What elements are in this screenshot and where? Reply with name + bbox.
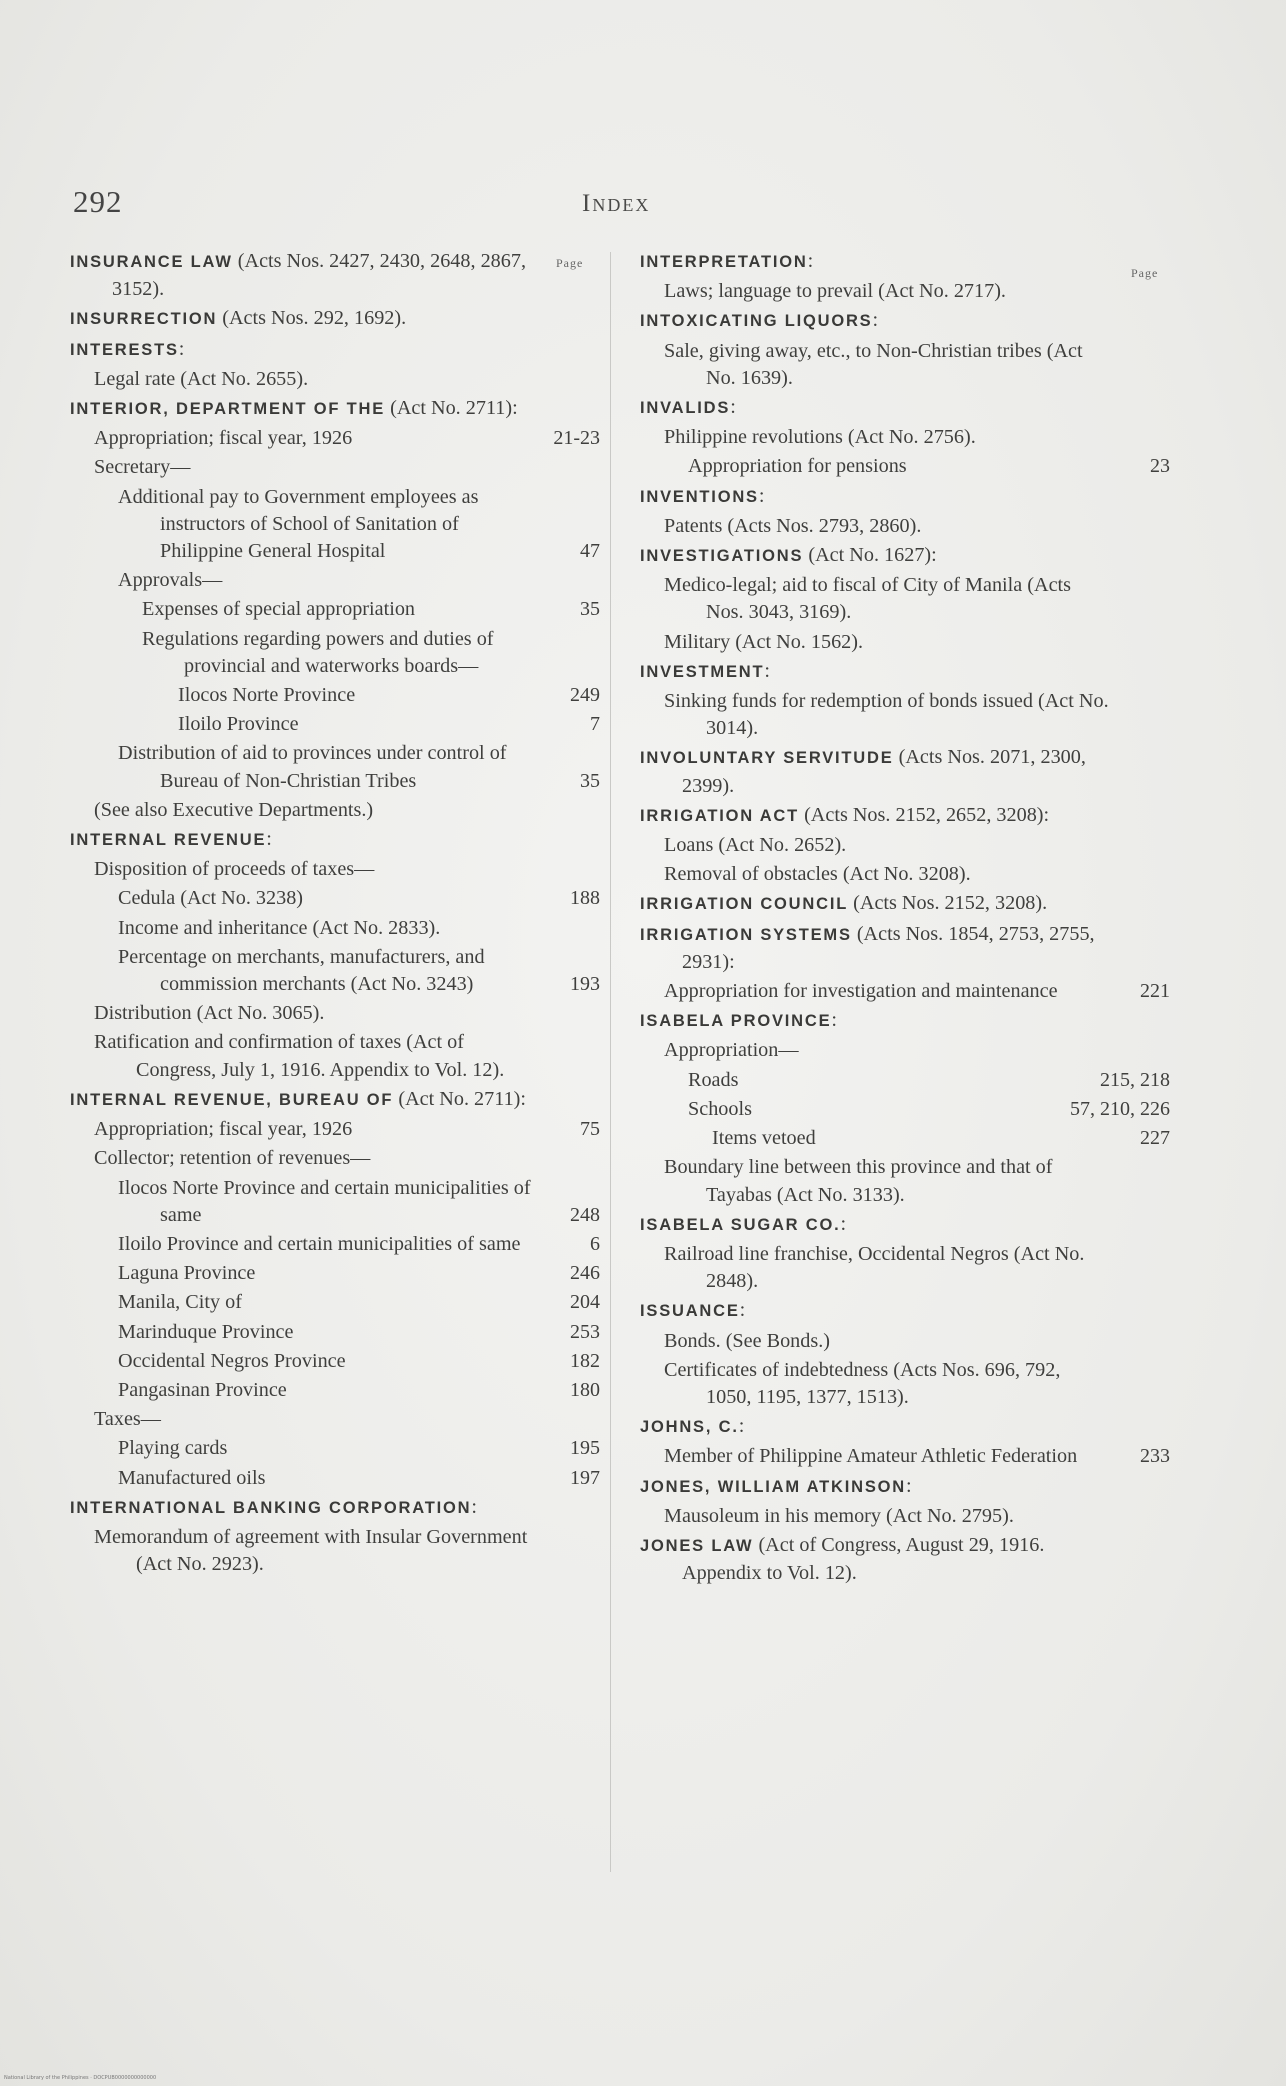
entry-text: (Acts Nos. 2427, 2430, 2648, 2867, 3152).	[112, 250, 527, 301]
index-entry	[70, 1231, 600, 1258]
entry-text: Mausoleum in his memory (Act No. 2795).	[664, 1504, 1014, 1527]
index-entry	[640, 1503, 1170, 1530]
entry-text: Laguna Province	[118, 1262, 256, 1285]
index-entry	[70, 425, 600, 452]
entry-text: Pangasinan Province	[118, 1378, 287, 1401]
entry-text: Appropriation for investigation and maintenance	[664, 980, 1058, 1003]
entry-text: (Act No. 2711):	[393, 1087, 527, 1110]
index-entry	[70, 336, 600, 364]
entry-page-ref: 248	[570, 1203, 600, 1226]
entry-heading: INSURRECTION	[70, 310, 218, 329]
entry-heading: INVOLUNTARY SERVITUDE	[640, 749, 894, 768]
entry-heading: ISABELA PROVINCE	[640, 1012, 832, 1031]
entry-text: :	[178, 337, 185, 360]
index-entry	[640, 921, 1170, 976]
index-entry	[70, 1348, 600, 1375]
column-divider	[610, 252, 611, 1872]
entry-text: Member of Philippine Amateur Athletic Federation	[664, 1445, 1078, 1468]
index-entry	[70, 305, 600, 333]
entry-text: (Acts Nos. 2071, 2300, 2399).	[682, 746, 1086, 797]
entry-text: :	[738, 1415, 745, 1438]
entry-text: (Act No. 1627):	[803, 544, 937, 567]
entry-text: Memorandum of agreement with Insular Government (Act No. 2923).	[94, 1525, 528, 1576]
entry-page-ref: 180	[570, 1378, 600, 1401]
entry-page-ref: 246	[570, 1262, 600, 1285]
entry-text: (Acts Nos. 2152, 2652, 3208):	[799, 803, 1050, 826]
entry-text: Appropriation; fiscal year, 1926	[94, 1118, 353, 1141]
index-entry	[640, 1037, 1170, 1064]
index-entry	[70, 856, 600, 883]
entry-text: :	[905, 1474, 912, 1497]
index-entry	[640, 307, 1170, 335]
entry-text: Additional pay to Government employees as instructors of School of Sanitation of Philippine General Hospital	[118, 485, 479, 563]
entry-text: :	[739, 1299, 746, 1322]
index-entry	[70, 1524, 600, 1578]
entry-heading: INTERPRETATION	[640, 253, 808, 271]
index-entry	[640, 1154, 1170, 1208]
index-entry	[70, 1435, 600, 1462]
entry-heading: ISSUANCE	[640, 1302, 740, 1321]
entry-text: Distribution (Act No. 3065).	[94, 1002, 325, 1025]
entry-text: Disposition of proceeds of taxes—	[94, 858, 375, 881]
entry-page-ref: 249	[570, 684, 600, 707]
index-entry	[640, 1357, 1170, 1411]
index-entry	[640, 1241, 1170, 1295]
index-entry	[640, 483, 1170, 511]
entry-text: Manila, City of	[118, 1291, 242, 1314]
entry-text: (Acts Nos. 292, 1692).	[217, 307, 407, 330]
index-entry	[640, 1297, 1170, 1325]
entry-text: :	[807, 250, 814, 272]
entry-page-ref: 227	[1140, 1127, 1170, 1150]
entry-text: (Act No. 2711):	[385, 397, 518, 420]
index-entry	[640, 1532, 1170, 1587]
entry-heading: IRRIGATION ACT	[640, 806, 800, 825]
entry-text: Regulations regarding powers and duties of provincial and waterworks boards—	[142, 627, 494, 677]
entry-text: Percentage on merchants, manufacturers, and commission merchants (Act No. 3243)	[118, 945, 485, 996]
index-entry	[640, 629, 1170, 656]
entry-page-ref: 6	[590, 1232, 600, 1255]
index-entry	[640, 1328, 1170, 1355]
scan-credit: National Library of the Philippines · DOCPUB0000000000000	[4, 2075, 157, 2081]
index-entry	[640, 572, 1170, 626]
index-entry	[640, 1413, 1170, 1441]
index-entry	[70, 1260, 600, 1287]
entry-text: Appropriation for pensions	[688, 455, 907, 478]
entry-page-ref: 193	[570, 973, 600, 996]
entry-page-ref: 23	[1150, 455, 1170, 478]
entry-text: Sale, giving away, etc., to Non-Christian tribes (Act No. 1639).	[664, 339, 1083, 389]
entry-page-ref: 204	[570, 1291, 600, 1314]
entry-text: Ilocos Norte Province	[178, 684, 356, 707]
entry-heading: ISABELA SUGAR CO.	[640, 1215, 841, 1234]
entry-text: Legal rate (Act No. 2655).	[94, 367, 309, 390]
index-entry	[640, 542, 1170, 570]
index-entry	[70, 626, 600, 680]
entry-text: Loans (Act No. 2652).	[664, 834, 847, 857]
index-entry	[70, 826, 600, 854]
entry-text: Ilocos Norte Province and certain municipalities of same	[118, 1176, 531, 1226]
entry-text: Taxes—	[94, 1408, 161, 1431]
index-entry	[70, 1086, 600, 1114]
entry-text: Collector; retention of revenues—	[94, 1147, 371, 1170]
entry-heading: IRRIGATION SYSTEMS	[640, 925, 852, 944]
index-entry	[640, 744, 1170, 799]
entry-page-ref: 35	[580, 598, 600, 621]
entry-text: Ratification and confirmation of taxes (Act of Congress, July 1, 1916. Appendix to Vol. 12).	[94, 1031, 505, 1081]
index-entry	[70, 1289, 600, 1316]
entry-heading: INTERIOR, DEPARTMENT OF THE	[70, 400, 386, 419]
entry-page-ref: 21-23	[553, 427, 600, 450]
entry-text: Expenses of special appropriation	[142, 598, 416, 621]
entry-text: :	[471, 1495, 477, 1518]
entry-heading: JONES, WILLIAM ATKINSON	[640, 1477, 906, 1496]
entry-text: Iloilo Province	[178, 713, 299, 736]
entry-text: (See also Executive Departments.)	[94, 798, 374, 821]
entry-heading: JOHNS, C.	[640, 1418, 739, 1437]
entry-text: :	[840, 1212, 847, 1235]
left-page-label: Page	[556, 256, 584, 270]
index-entry	[70, 1377, 600, 1404]
index-entry	[70, 567, 600, 594]
index-entry	[640, 424, 1170, 451]
entry-text: Playing cards	[118, 1437, 228, 1460]
entry-page-ref: 215, 218	[1100, 1068, 1170, 1091]
entry-heading: IRRIGATION COUNCIL	[640, 895, 849, 914]
index-entry	[640, 1473, 1170, 1501]
entry-text: Marinduque Province	[118, 1320, 294, 1343]
index-entry	[640, 1125, 1170, 1152]
index-entry	[640, 658, 1170, 686]
entry-text: :	[758, 484, 765, 507]
entry-text: Cedula (Act No. 3238)	[118, 887, 304, 910]
index-entry	[640, 978, 1170, 1005]
index-entry	[70, 682, 600, 709]
entry-text: Military (Act No. 1562).	[664, 630, 864, 653]
entry-heading: INVESTIGATIONS	[640, 547, 804, 566]
index-entry	[70, 1175, 600, 1229]
index-entry	[640, 1211, 1170, 1239]
entry-text: Iloilo Province and certain municipalities of same	[118, 1232, 521, 1255]
entry-text: :	[730, 396, 736, 419]
index-entry	[640, 278, 1170, 305]
index-entry	[70, 915, 600, 942]
entry-text: Removal of obstacles (Act No. 3208).	[664, 863, 971, 886]
index-entry	[640, 802, 1170, 830]
entry-text: :	[764, 659, 770, 682]
entry-heading: INTERNATIONAL BANKING CORPORATION	[70, 1498, 472, 1517]
page-title: Index	[582, 190, 651, 217]
entry-text: :	[266, 828, 272, 851]
index-entry	[70, 454, 600, 481]
entry-heading: INTERNAL REVENUE, BUREAU OF	[70, 1090, 394, 1109]
entry-text: Patents (Acts Nos. 2793, 2860).	[664, 514, 922, 537]
entry-text: Approvals—	[118, 569, 223, 592]
entry-text: Secretary—	[94, 456, 191, 479]
index-entry	[70, 1465, 600, 1492]
entry-text: Certificates of indebtedness (Acts Nos. 696, 792, 1050, 1195, 1377, 1513).	[664, 1358, 1061, 1408]
entry-heading: JONES LAW	[640, 1536, 754, 1555]
index-entry	[640, 832, 1170, 859]
index-entry	[70, 248, 600, 303]
index-entry	[70, 484, 600, 566]
index-entry	[70, 1319, 600, 1346]
entry-text: Sinking funds for redemption of bonds issued (Act No. 3014).	[664, 690, 1109, 740]
entry-heading: INTERNAL REVENUE	[70, 831, 267, 850]
index-entry	[640, 1067, 1170, 1094]
entry-text: Manufactured oils	[118, 1466, 266, 1489]
index-entry	[640, 1007, 1170, 1035]
right-page-label: Page	[1131, 266, 1159, 280]
entry-text: Occidental Negros Province	[118, 1349, 346, 1372]
index-entry	[70, 1116, 600, 1143]
index-entry	[640, 394, 1170, 422]
entry-heading: INVALIDS	[640, 399, 731, 418]
entry-text: Medico-legal; aid to fiscal of City of Manila (Acts Nos. 3043, 3169).	[664, 574, 1072, 624]
index-entry	[70, 395, 600, 423]
index-entry	[640, 338, 1170, 392]
entry-text: Appropriation—	[664, 1039, 799, 1062]
index-entry	[640, 1443, 1170, 1470]
index-entry	[70, 740, 600, 794]
entry-page-ref: 7	[590, 713, 600, 736]
entry-page-ref: 253	[570, 1320, 600, 1343]
entry-text: Appropriation; fiscal year, 1926	[94, 427, 353, 450]
index-entry	[70, 711, 600, 738]
index-entry	[640, 513, 1170, 540]
entry-text: Laws; language to prevail (Act No. 2717).	[664, 280, 1006, 303]
entry-text: Roads	[688, 1068, 739, 1091]
entry-heading: INSURANCE LAW	[70, 253, 233, 271]
index-entry	[70, 1000, 600, 1027]
entry-heading: INTERESTS	[70, 340, 179, 359]
entry-text: Philippine revolutions (Act No. 2756).	[664, 426, 976, 449]
index-entry	[70, 1494, 600, 1522]
entry-page-ref: 57, 210, 226	[1070, 1097, 1170, 1120]
entry-text: Items vetoed	[712, 1127, 816, 1150]
index-entry	[70, 366, 600, 393]
entry-text: Railroad line franchise, Occidental Negros (Act No. 2848).	[664, 1242, 1085, 1293]
index-entry	[70, 1145, 600, 1172]
entry-page-ref: 75	[580, 1118, 600, 1141]
entry-page-ref: 233	[1140, 1445, 1170, 1468]
index-column-right	[640, 248, 1170, 1589]
entry-heading: INVESTMENT	[640, 662, 765, 681]
index-entry	[70, 1406, 600, 1433]
index-entry	[70, 1029, 600, 1083]
index-entry	[640, 688, 1170, 742]
entry-text: :	[831, 1009, 837, 1032]
entry-text: Distribution of aid to provinces under control of Bureau of Non-Christian Tribes	[118, 742, 507, 792]
page-number: 292	[73, 184, 123, 219]
index-entry	[640, 861, 1170, 888]
entry-text: (Acts Nos. 2152, 3208).	[848, 892, 1048, 915]
entry-text: Boundary line between this province and that of Tayabas (Act No. 3133).	[664, 1156, 1053, 1206]
index-entry	[70, 944, 600, 998]
entry-page-ref: 221	[1140, 980, 1170, 1003]
entry-heading: INVENTIONS	[640, 487, 759, 506]
entry-text: (Acts Nos. 1854, 2753, 2755, 2931):	[682, 922, 1095, 973]
index-entry	[640, 248, 1170, 276]
index-entry	[640, 890, 1170, 918]
index-entry	[640, 453, 1170, 480]
index-entry	[70, 797, 600, 824]
entry-text: (Act of Congress, August 29, 1916. Appendix to Vol. 12).	[682, 1533, 1045, 1585]
entry-page-ref: 197	[570, 1466, 600, 1489]
index-entry	[70, 885, 600, 912]
entry-page-ref: 47	[580, 540, 600, 563]
entry-page-ref: 35	[580, 769, 600, 792]
entry-text: Schools	[688, 1097, 752, 1120]
index-entry	[70, 596, 600, 623]
entry-page-ref: 182	[570, 1349, 600, 1372]
entry-page-ref: 188	[570, 887, 600, 910]
index-entry	[640, 1096, 1170, 1123]
entry-heading: INTOXICATING LIQUORS	[640, 312, 873, 331]
index-column-left	[70, 248, 600, 1580]
entry-text: :	[872, 309, 879, 332]
entry-text: Income and inheritance (Act No. 2833).	[118, 916, 441, 939]
entry-page-ref: 195	[570, 1437, 600, 1460]
entry-text: Bonds. (See Bonds.)	[664, 1329, 830, 1352]
